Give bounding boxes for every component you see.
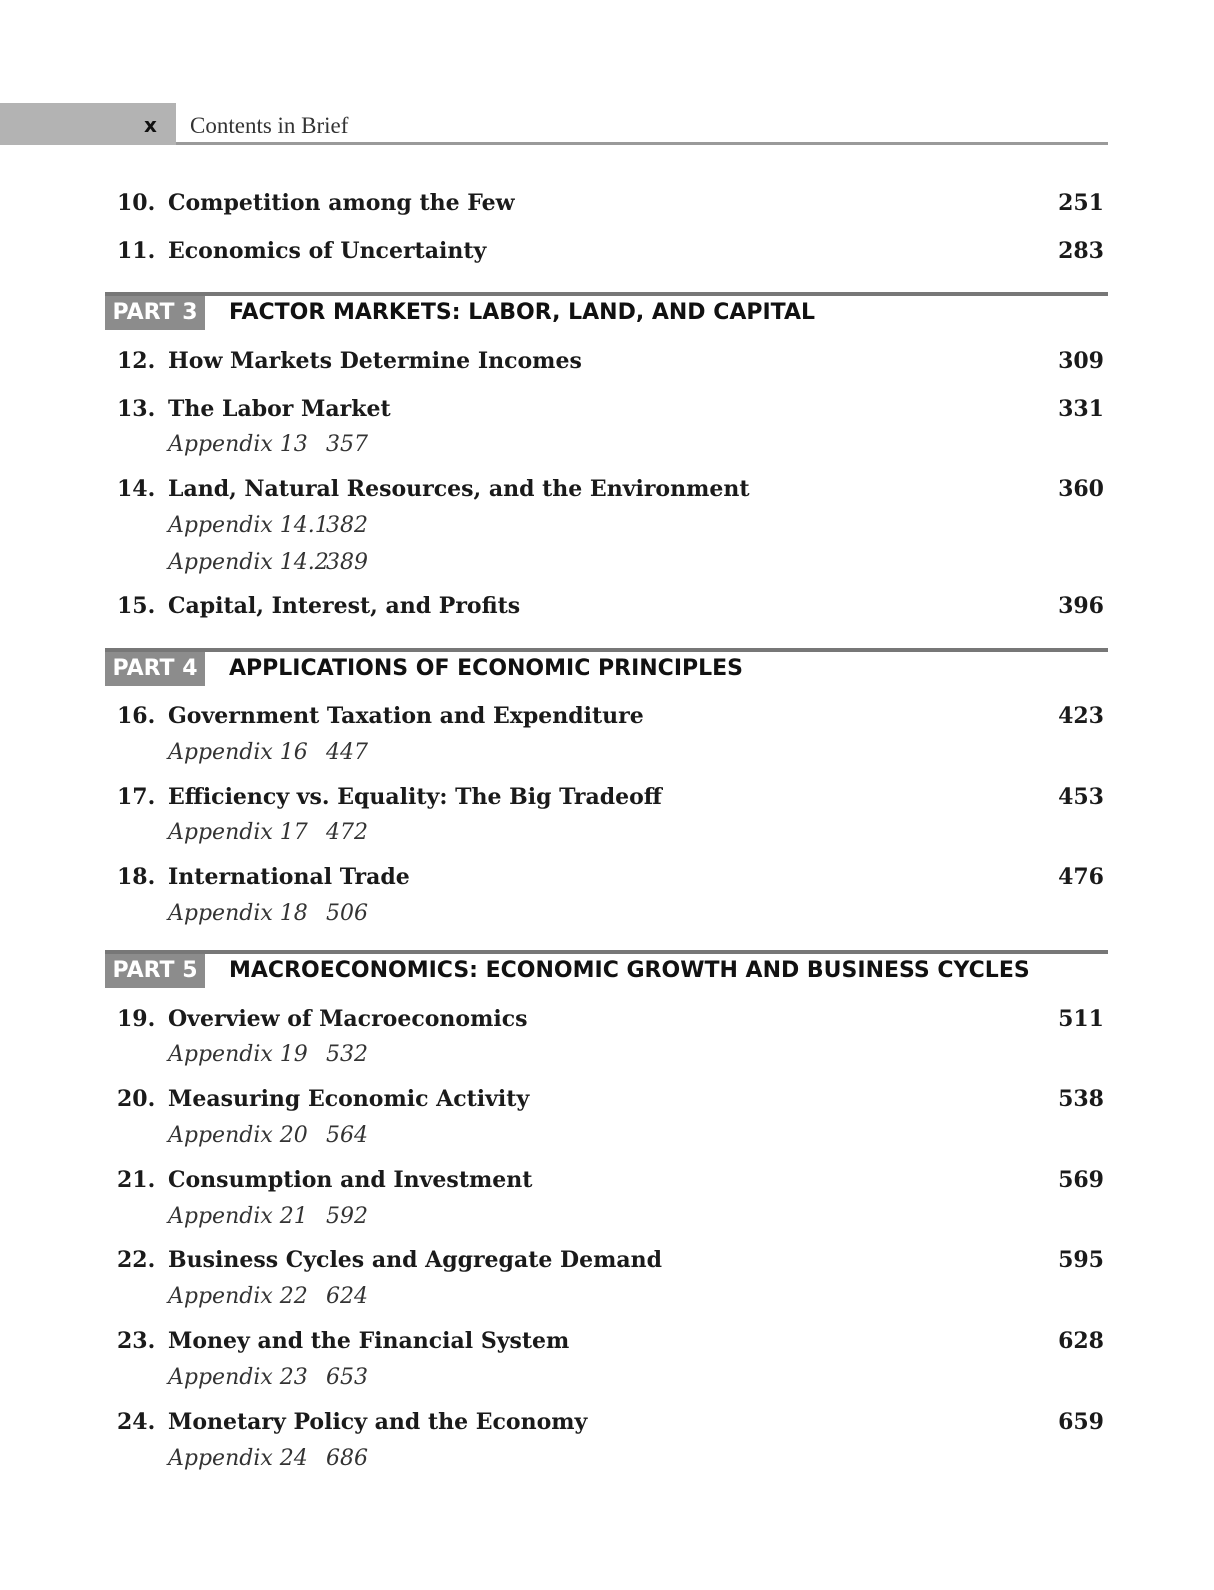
chapter-page-number: 283 <box>1058 238 1104 264</box>
appendix-page-number: 592 <box>326 1204 368 1229</box>
part-title: APPLICATIONS OF ECONOMIC PRINCIPLES <box>229 656 744 681</box>
chapter-title: Money and the Financial System <box>168 1328 570 1354</box>
appendix-label: Appendix 18 <box>168 901 308 926</box>
chapter-number: 16. <box>117 703 156 729</box>
chapter-page-number: 423 <box>1058 703 1104 729</box>
toc-chapter-entry[interactable] <box>0 1086 1214 1116</box>
chapter-page-number: 309 <box>1058 348 1104 374</box>
appendix-label: Appendix 17 <box>168 820 308 845</box>
chapter-page-number: 476 <box>1058 864 1104 890</box>
appendix-label: Appendix 14.2 <box>168 550 329 575</box>
chapter-page-number: 396 <box>1058 593 1104 619</box>
chapter-page-number: 251 <box>1058 190 1104 216</box>
chapter-title: International Trade <box>168 864 410 890</box>
appendix-label: Appendix 20 <box>168 1123 308 1148</box>
appendix-page-number: 564 <box>326 1123 368 1148</box>
header-title: Contents in Brief <box>190 113 349 138</box>
toc-chapter-entry[interactable] <box>0 1328 1214 1358</box>
part-label: PART 3 <box>105 296 205 330</box>
chapter-number: 19. <box>117 1006 156 1032</box>
toc-chapter-entry[interactable] <box>0 784 1214 814</box>
toc-chapter-entry[interactable] <box>0 1167 1214 1197</box>
chapter-page-number: 453 <box>1058 784 1104 810</box>
chapter-number: 24. <box>117 1409 156 1435</box>
toc-chapter-entry[interactable] <box>0 190 1214 220</box>
part-heading <box>105 648 1108 688</box>
chapter-page-number: 360 <box>1058 476 1104 502</box>
appendix-page-number: 447 <box>326 740 368 765</box>
chapter-title: Monetary Policy and the Economy <box>168 1409 588 1435</box>
appendix-page-number: 532 <box>326 1042 368 1067</box>
toc-chapter-entry[interactable] <box>0 476 1214 506</box>
chapter-number: 14. <box>117 476 156 502</box>
chapter-number: 23. <box>117 1328 156 1354</box>
appendix-label: Appendix 13 <box>168 432 308 457</box>
part-heading <box>105 292 1108 332</box>
chapter-page-number: 659 <box>1058 1409 1104 1435</box>
part-title: MACROECONOMICS: ECONOMIC GROWTH AND BUSINESS CYCLES <box>229 958 1030 983</box>
chapter-page-number: 511 <box>1058 1006 1104 1032</box>
chapter-number: 10. <box>117 190 156 216</box>
chapter-title: Efficiency vs. Equality: The Big Tradeoff <box>168 784 662 810</box>
appendix-page-number: 357 <box>326 432 368 457</box>
part-heading <box>105 950 1108 990</box>
chapter-page-number: 569 <box>1058 1167 1104 1193</box>
chapter-title: Capital, Interest, and Profits <box>168 593 521 619</box>
toc-chapter-entry[interactable] <box>0 238 1214 268</box>
appendix-label: Appendix 24 <box>168 1446 308 1471</box>
chapter-title: Economics of Uncertainty <box>168 238 487 264</box>
toc-chapter-entry[interactable] <box>0 864 1214 894</box>
appendix-page-number: 506 <box>326 901 368 926</box>
chapter-title: Measuring Economic Activity <box>168 1086 530 1112</box>
appendix-page-number: 382 <box>326 513 368 538</box>
chapter-number: 13. <box>117 396 156 422</box>
appendix-label: Appendix 16 <box>168 740 308 765</box>
part-label: PART 5 <box>105 954 205 988</box>
toc-chapter-entry[interactable] <box>0 1006 1214 1036</box>
toc-chapter-entry[interactable] <box>0 593 1214 623</box>
toc-chapter-entry[interactable] <box>0 396 1214 426</box>
chapter-number: 15. <box>117 593 156 619</box>
toc-chapter-entry[interactable] <box>0 1247 1214 1277</box>
appendix-label: Appendix 14.1 <box>168 513 329 538</box>
part-label: PART 4 <box>105 652 205 686</box>
chapter-page-number: 628 <box>1058 1328 1104 1354</box>
chapter-number: 21. <box>117 1167 156 1193</box>
chapter-page-number: 331 <box>1058 396 1104 422</box>
chapter-number: 17. <box>117 784 156 810</box>
appendix-page-number: 624 <box>326 1284 368 1309</box>
part-title: FACTOR MARKETS: LABOR, LAND, AND CAPITAL <box>229 300 816 325</box>
chapter-title: Land, Natural Resources, and the Environment <box>168 476 750 502</box>
chapter-page-number: 538 <box>1058 1086 1104 1112</box>
appendix-page-number: 686 <box>326 1446 368 1471</box>
chapter-title: Consumption and Investment <box>168 1167 533 1193</box>
appendix-label: Appendix 21 <box>168 1204 308 1229</box>
chapter-title: Overview of Macroeconomics <box>168 1006 528 1032</box>
chapter-number: 22. <box>117 1247 156 1273</box>
chapter-number: 11. <box>117 238 156 264</box>
page-number: x <box>144 113 157 137</box>
appendix-label: Appendix 22 <box>168 1284 308 1309</box>
chapter-number: 12. <box>117 348 156 374</box>
appendix-label: Appendix 19 <box>168 1042 308 1067</box>
chapter-number: 20. <box>117 1086 156 1112</box>
chapter-title: Business Cycles and Aggregate Demand <box>168 1247 663 1273</box>
appendix-page-number: 389 <box>326 550 368 575</box>
appendix-page-number: 653 <box>326 1365 368 1390</box>
toc-chapter-entry[interactable] <box>0 348 1214 378</box>
chapter-title: Competition among the Few <box>168 190 515 216</box>
chapter-page-number: 595 <box>1058 1247 1104 1273</box>
chapter-title: The Labor Market <box>168 396 391 422</box>
appendix-page-number: 472 <box>326 820 368 845</box>
chapter-title: How Markets Determine Incomes <box>168 348 582 374</box>
toc-chapter-entry[interactable] <box>0 703 1214 733</box>
chapter-title: Government Taxation and Expenditure <box>168 703 644 729</box>
appendix-label: Appendix 23 <box>168 1365 308 1390</box>
chapter-number: 18. <box>117 864 156 890</box>
toc-chapter-entry[interactable] <box>0 1409 1214 1439</box>
